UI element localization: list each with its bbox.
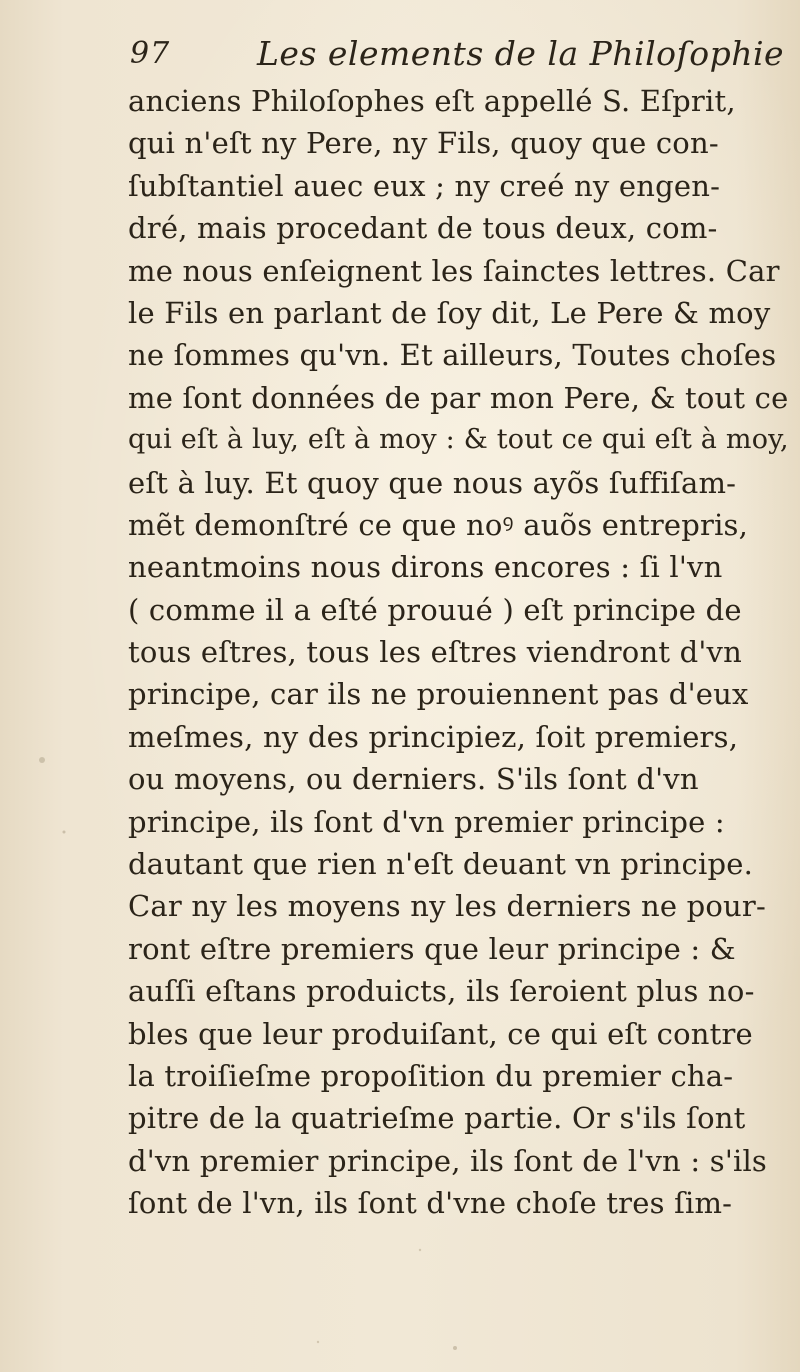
text-line: qui eſt à luy, eſt à moy : & tout ce qui eſt à moy, xyxy=(128,424,789,456)
text-line: ſont de l'vn, ils ſont d'vne choſe tres ſim- xyxy=(128,1186,733,1221)
text-line: ne ſommes qu'vn. Et ailleurs, Toutes choſes xyxy=(128,338,777,373)
page-number: 97 xyxy=(130,36,171,71)
text-line: dré, mais procedant de tous deux, com- xyxy=(128,211,718,246)
text-line: mẽt demonſtré ce que noꝰ auõs entrepris, xyxy=(128,507,749,542)
text-line: bles que leur produiſant, ce qui eſt contre xyxy=(128,1016,753,1051)
running-head: Les elements de la Philoſophie xyxy=(257,34,785,73)
text-line: ( comme il a eſté prouué ) eſt principe de xyxy=(128,592,742,627)
text-line: d'vn premier principe, ils ſont de l'vn : s'ils xyxy=(128,1143,768,1178)
text-line: ou moyens, ou derniers. S'ils ſont d'vn xyxy=(128,762,699,797)
text-line: ſubſtantiel auec eux ; ny creé ny engen- xyxy=(128,168,721,203)
text-line: qui n'eſt ny Pere, ny Fils, quoy que con- xyxy=(128,126,719,161)
text-line: le Fils en parlant de ſoy dit, Le Pere & moy xyxy=(128,295,771,330)
text-line: tous eſtres, tous les eſtres viendront d'vn xyxy=(128,635,743,670)
text-line: pitre de la quatrieſme partie. Or s'ils ſont xyxy=(128,1101,746,1136)
text-line: eſt à luy. Et quoy que nous ayõs ſuffiſam- xyxy=(128,465,737,500)
text-line: me ſont données de par mon Pere, & tout ce xyxy=(128,380,789,415)
page-header xyxy=(0,30,800,80)
text-line: meſmes, ny des principiez, ſoit premiers, xyxy=(128,719,739,754)
text-line: ront eſtre premiers que leur principe : & xyxy=(128,931,736,966)
text-line: me nous enſeignent les ſainctes lettres. Car xyxy=(128,253,780,288)
body-text xyxy=(128,80,790,1225)
text-line: Car ny les moyens ny les derniers ne pour- xyxy=(128,889,766,924)
text-line: la troiſieſme propoſition du premier cha- xyxy=(128,1058,734,1093)
text-line: principe, ils ſont d'vn premier principe : xyxy=(128,804,725,839)
text-line: neantmoins nous dirons encores : ſi l'vn xyxy=(128,550,723,585)
text-line: auſſi eſtans produicts, ils ſeroient plus no- xyxy=(128,974,755,1009)
text-line: dautant que rien n'eſt deuant vn principe. xyxy=(128,847,754,882)
text-line: anciens Philoſophes eſt appellé S. Eſprit, xyxy=(128,84,736,118)
text-line: principe, car ils ne prouiennent pas d'eux xyxy=(128,677,749,712)
